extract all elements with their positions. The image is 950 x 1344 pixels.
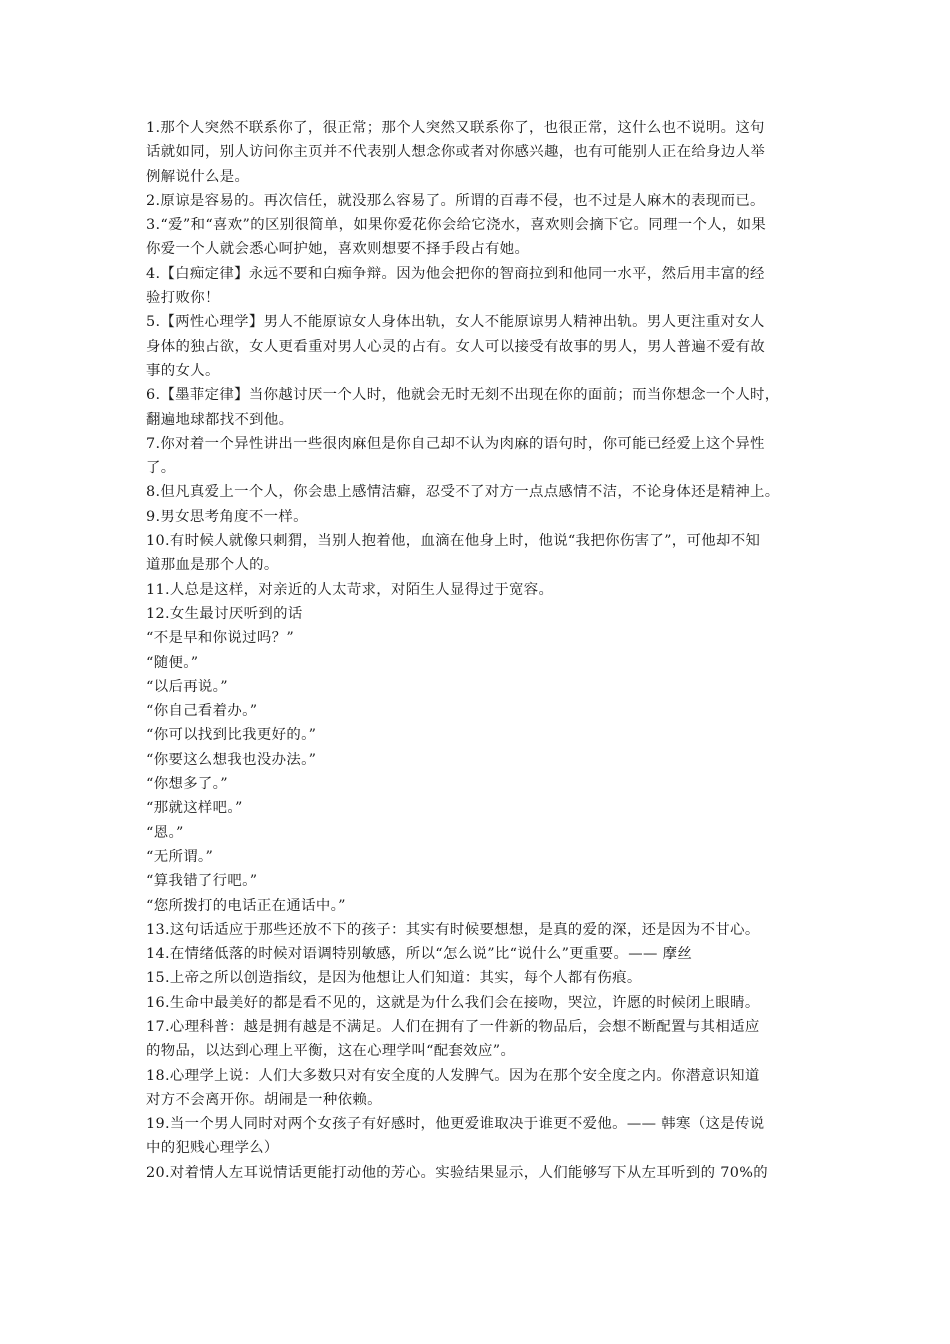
text-line: “以后再说。” [146,678,228,695]
text-line: 例解说什么是。 [146,168,250,185]
text-line: 19.当一个男人同时对两个女孩子有好感时，他更爱谁取决于谁更不爱他。—— 韩寒（这是传说 [146,1116,765,1133]
text-line: “算我错了行吧。” [146,873,258,890]
text-line: 8.但凡真爱上一个人，你会患上感情洁癖，忍受不了对方一点点感情不洁，不论身体还是精神上。 [146,484,780,501]
text-line: 1.那个人突然不联系你了，很正常；那个人突然又联系你了，也很正常，这什么也不说明。这句 [146,120,765,136]
text-line: 了。 [146,460,176,477]
text-line: 14.在情绪低落的时候对语调特别敏感，所以“怎么说”比“说什么”更重要。—— 摩丝 [146,946,693,963]
text-line: “你要这么想我也没办法。” [146,751,317,768]
text-line: 7.你对着一个异性讲出一些很肉麻但是你自己却不认为肉麻的语句时，你可能已经爱上这个异性 [146,435,765,452]
text-line: 20.对着情人左耳说情话更能打动他的芳心。实验结果显示，人们能够写下从左耳听到的 70%的 [146,1164,769,1181]
text-line: 验打败你！ [146,290,220,307]
text-line: “无所谓。” [146,848,214,865]
text-line: “你可以找到比我更好的。” [146,727,317,744]
text-line: 9.男女思考角度不一样。 [146,508,308,525]
text-line: 18.心理学上说：人们大多数只对有安全度的人发脾气。因为在那个安全度之内。你潜意识知道 [146,1067,760,1084]
text-line: 2.原谅是容易的。再次信任，就没那么容易了。所谓的百毒不侵，也不过是人麻木的表现而已。 [146,192,765,209]
text-line: 身体的独占欲，女人更看重对男人心灵的占有。女人可以接受有故事的男人，男人普遍不爱有故 [146,338,766,355]
text-line: 3.“爱”和“喜欢”的区别很简单，如果你爱花你会给它浇水，喜欢则会摘下它。同理一个人，如果 [146,217,767,234]
text-line: 4.【白痴定律】永远不要和白痴争辩。因为他会把你的智商拉到和他同一水平，然后用丰富的经 [146,265,765,282]
text-line: 12.女生最讨厌听到的话 [146,605,303,622]
text-line: “你自己看着办。” [146,703,258,720]
text-line: 6.【墨菲定律】当你越讨厌一个人时，他就会无时无刻不出现在你的面前；而当你想念一个人时， [146,387,780,404]
text-line: 道那血是那个人的。 [146,557,279,574]
text-line: 中的犯贱心理学么） [146,1140,279,1157]
text-line: 事的女人。 [146,362,220,379]
text-line: 的物品，以达到心理上平衡，这在心理学叫“配套效应”。 [146,1043,516,1060]
text-line: 翻遍地球都找不到他。 [146,411,294,428]
text-line: 17.心理科普：越是拥有越是不满足。人们在拥有了一件新的物品后，会想不断配置与其相适应 [146,1018,760,1035]
text-line: 10.有时候人就像只刺猬，当别人抱着他，血滴在他身上时，他说“我把你伤害了”，可他却不知 [146,533,761,550]
text-line: 15.上帝之所以创造指纹，是因为他想让人们知道：其实，每个人都有伤痕。 [146,970,642,987]
text-line: “不是早和你说过吗？” [146,630,295,647]
text-line: “那就这样吧。” [146,800,243,817]
text-line: “你想多了。” [146,776,228,793]
text-line: 13.这句话适应于那些还放不下的孩子：其实有时候要想想，是真的爱的深，还是因为不甘心。 [146,921,760,938]
text-line: 5.【两性心理学】男人不能原谅女人身体出轨，女人不能原谅男人精神出轨。男人更注重对女人 [146,314,765,331]
document-body [146,116,816,1185]
text-line: 11.人总是这样，对亲近的人太苛求，对陌生人显得过于宽容。 [146,581,554,598]
text-line: 话就如同，别人访问你主页并不代表别人想念你或者对你感兴趣，也有可能别人正在给身边人举 [146,144,766,161]
text-line: “随便。” [146,654,199,671]
text-line: 对方不会离开你。胡闹是一种依赖。 [146,1091,382,1108]
text-line: 16.生命中最美好的都是看不见的，这就是为什么我们会在接吻，哭泣，许愿的时候闭上眼睛。 [146,994,760,1011]
text-line: “您所拨打的电话正在通话中。” [146,897,346,914]
text-line: 你爱一个人就会悉心呵护她，喜欢则想要不择手段占有她。 [146,241,530,258]
text-line: “恩。” [146,824,184,841]
